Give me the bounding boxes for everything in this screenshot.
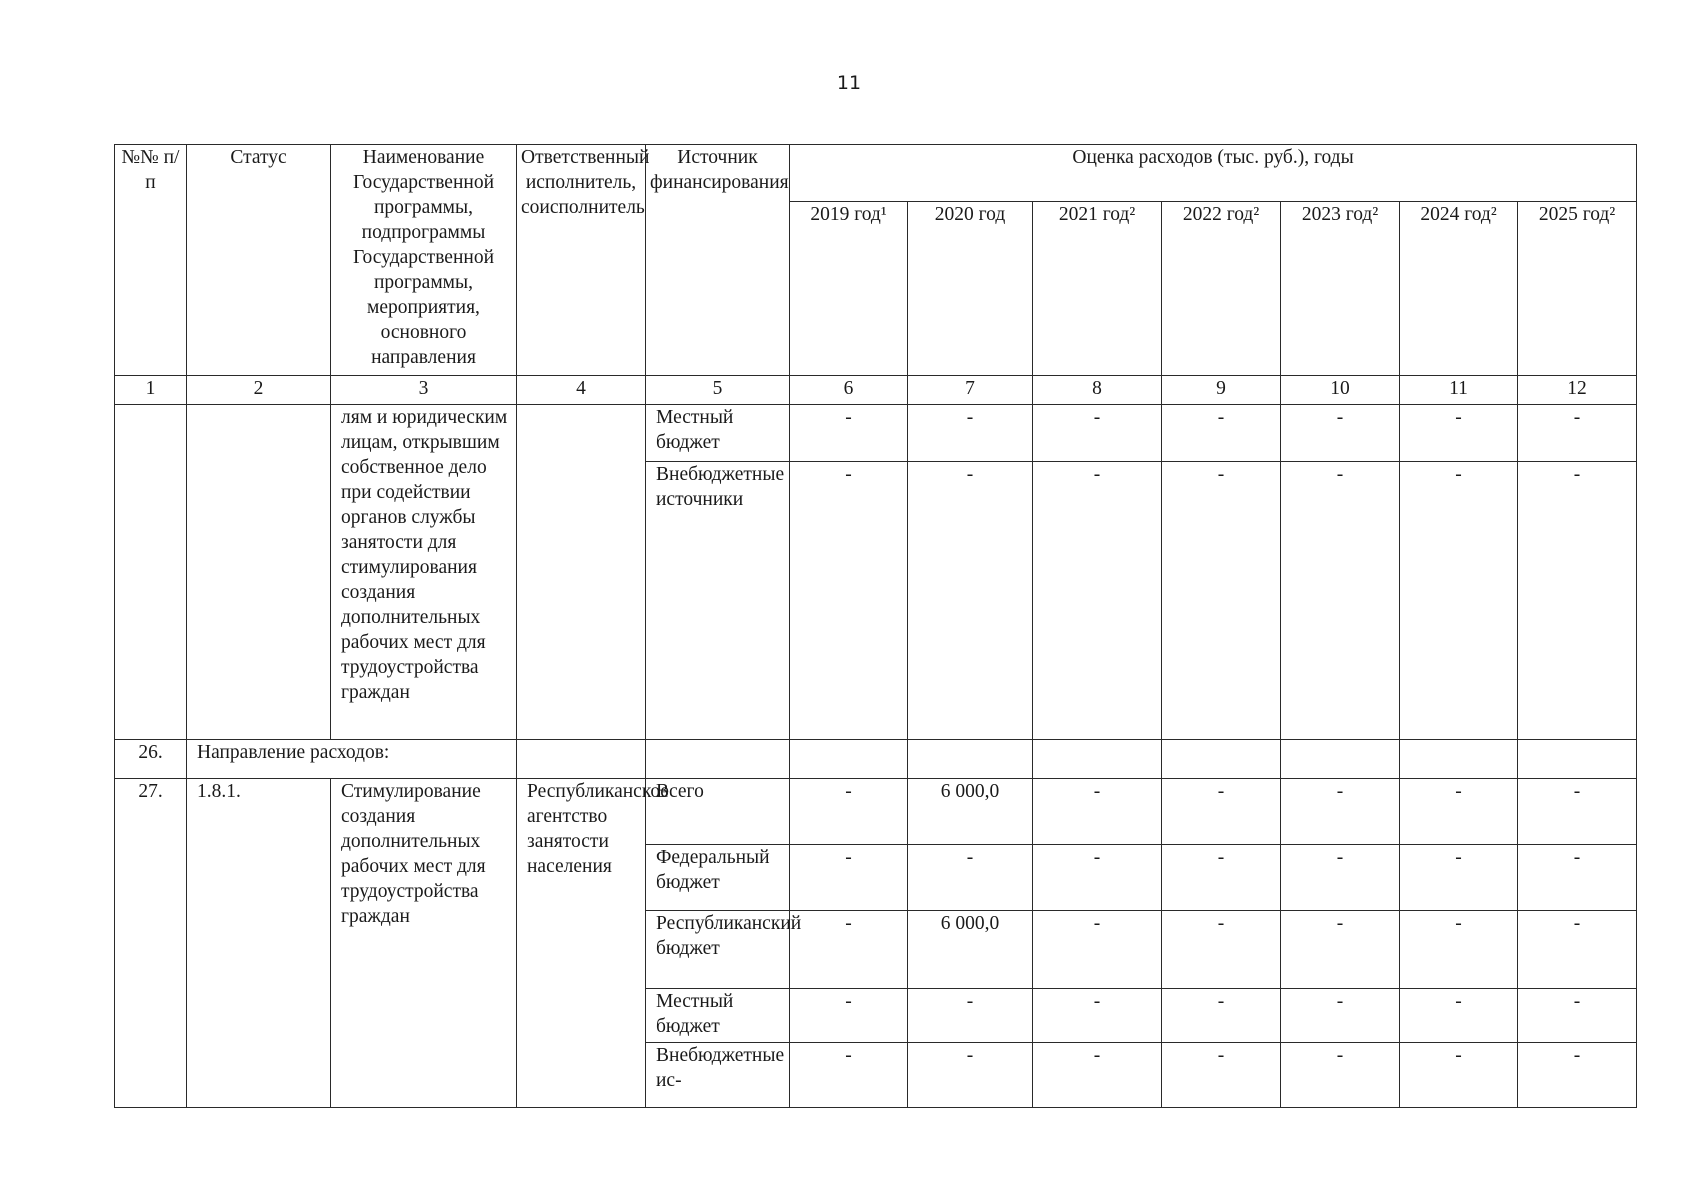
cell-value: - <box>1033 845 1162 911</box>
col-index: 6 <box>790 376 908 405</box>
cell-value: - <box>1400 462 1518 740</box>
cell-measure-name: Стимулирование создания дополнительных рабочих мест для трудоустройства граждан <box>331 779 517 1108</box>
col-index: 7 <box>908 376 1033 405</box>
col-index: 4 <box>517 376 646 405</box>
cell-value: - <box>1518 462 1637 740</box>
cell-measure-name: лям и юридическим лицам, открывшим собственное дело при содействии органов службы занятости для стимулирования создания дополнительных рабочих мест для трудоустройства граждан <box>331 405 517 740</box>
cell-value: - <box>1518 845 1637 911</box>
cell-value: - <box>1281 779 1400 845</box>
col-index: 8 <box>1033 376 1162 405</box>
year-header: 2022 год² <box>1162 202 1281 376</box>
cell-direction: Направление расходов: <box>187 740 517 779</box>
cell-value: - <box>1033 911 1162 989</box>
cell-value: - <box>1033 462 1162 740</box>
cell-value: - <box>1518 989 1637 1043</box>
cell-source: Федеральный бюджет <box>646 845 790 911</box>
cell-status <box>187 405 331 740</box>
cell-source: Местный бюджет <box>646 405 790 462</box>
cell-value: - <box>1518 911 1637 989</box>
cell-value: - <box>790 405 908 462</box>
cell-value: - <box>1400 405 1518 462</box>
cell-value: - <box>1400 911 1518 989</box>
cell-value: - <box>1162 405 1281 462</box>
year-header: 2021 год² <box>1033 202 1162 376</box>
header-name: Наименование Государственной программы, подпрограммы Государственной программы, мероприятия, основного направления <box>331 145 517 376</box>
cell-source: Внебюджетные ис- <box>646 1043 790 1108</box>
cell-value: - <box>1162 462 1281 740</box>
year-header: 2024 год² <box>1400 202 1518 376</box>
col-index: 9 <box>1162 376 1281 405</box>
cell-status: 1.8.1. <box>187 779 331 1108</box>
cell-value: - <box>1518 405 1637 462</box>
col-index: 3 <box>331 376 517 405</box>
cell-value: - <box>1400 779 1518 845</box>
cell-value: - <box>1400 845 1518 911</box>
cell-value: - <box>1033 779 1162 845</box>
cell-value: - <box>908 462 1033 740</box>
year-header: 2025 год² <box>1518 202 1637 376</box>
cell-value: - <box>1518 1043 1637 1108</box>
header-costs: Оценка расходов (тыс. руб.), годы <box>790 145 1637 202</box>
cell-value: - <box>1281 911 1400 989</box>
cell-value: - <box>790 845 908 911</box>
cell-value: - <box>790 1043 908 1108</box>
col-index: 2 <box>187 376 331 405</box>
cell-value: - <box>1281 1043 1400 1108</box>
cell-value: - <box>1518 779 1637 845</box>
table-row <box>115 779 1637 845</box>
cell-source: Внебюджетные источники <box>646 462 790 740</box>
header-source: Источник финансирования <box>646 145 790 376</box>
header-num: №№ п/п <box>115 145 187 376</box>
cell-value: - <box>1400 989 1518 1043</box>
cell-value: 6 000,0 <box>908 911 1033 989</box>
year-header: 2023 год² <box>1281 202 1400 376</box>
cell-value: - <box>1162 1043 1281 1108</box>
cell-executor: Республиканское агентство занятости населения <box>517 779 646 1108</box>
cell-num: 27. <box>115 779 187 1108</box>
cell-value: - <box>1281 989 1400 1043</box>
cell-value: 6 000,0 <box>908 779 1033 845</box>
page-number: 11 <box>836 72 862 94</box>
year-header: 2019 год¹ <box>790 202 908 376</box>
cell-value: - <box>908 405 1033 462</box>
cell-source: Местный бюджет <box>646 989 790 1043</box>
cell-value: - <box>1033 405 1162 462</box>
col-index: 5 <box>646 376 790 405</box>
cell-num: 26. <box>115 740 187 779</box>
cell-value: - <box>1033 1043 1162 1108</box>
cell-source: Республиканский бюджет <box>646 911 790 989</box>
year-header: 2020 год <box>908 202 1033 376</box>
cell-value: - <box>908 1043 1033 1108</box>
cell-value: - <box>908 845 1033 911</box>
cell-value: - <box>1281 845 1400 911</box>
col-index: 11 <box>1400 376 1518 405</box>
col-index: 12 <box>1518 376 1637 405</box>
cell-value: - <box>790 989 908 1043</box>
cell-executor <box>517 405 646 740</box>
header-row <box>115 145 1637 202</box>
table-row <box>115 405 1637 462</box>
cell-value: - <box>908 989 1033 1043</box>
cell-value: - <box>1162 989 1281 1043</box>
cell-value: - <box>790 779 908 845</box>
column-index-row <box>115 376 1637 405</box>
cell-value: - <box>1162 845 1281 911</box>
header-status: Статус <box>187 145 331 376</box>
cell-num <box>115 405 187 740</box>
cell-value: - <box>1281 405 1400 462</box>
expenditure-table <box>114 144 1637 1108</box>
cell-value: - <box>790 911 908 989</box>
col-index: 10 <box>1281 376 1400 405</box>
cell-value: - <box>1400 1043 1518 1108</box>
cell-value: - <box>1281 462 1400 740</box>
cell-source: Всего <box>646 779 790 845</box>
header-executor: Ответственный исполнитель, соисполнитель <box>517 145 646 376</box>
cell-value: - <box>1162 779 1281 845</box>
cell-value: - <box>790 462 908 740</box>
cell-value: - <box>1162 911 1281 989</box>
table-row <box>115 740 1637 779</box>
cell-value: - <box>1033 989 1162 1043</box>
col-index: 1 <box>115 376 187 405</box>
